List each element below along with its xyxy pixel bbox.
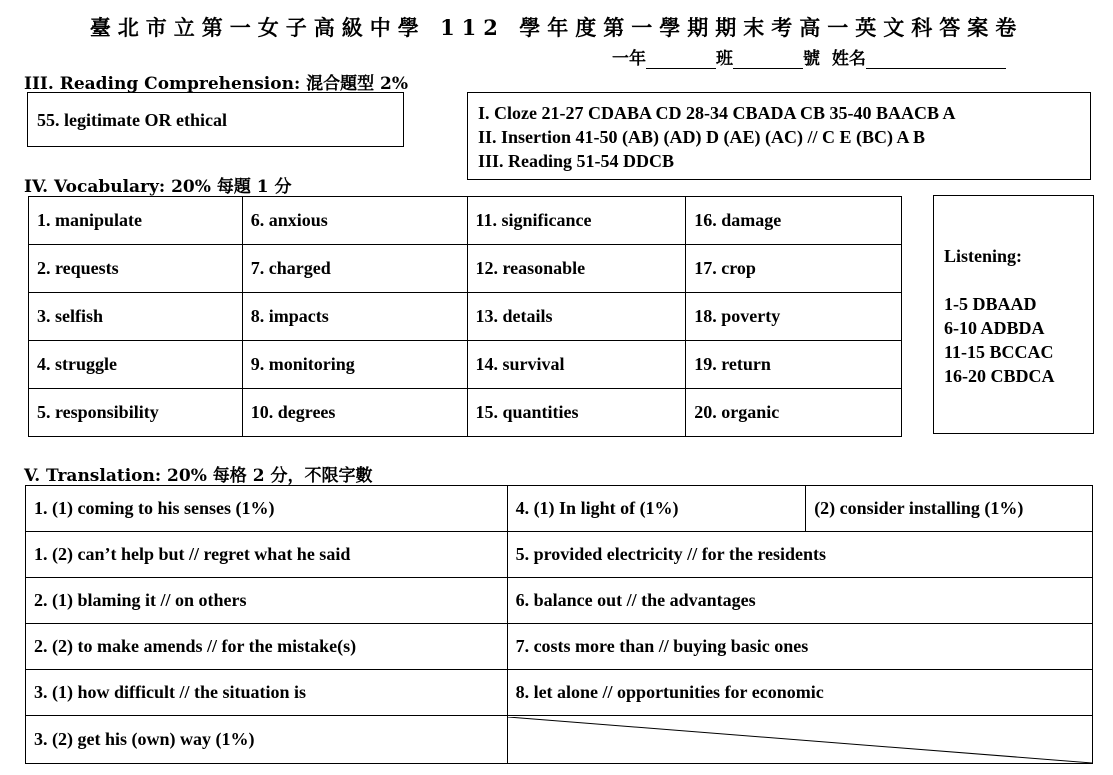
translation-row: [26, 486, 1093, 532]
listening-title: Listening:: [944, 246, 1023, 266]
translation-cell: 8. let alone // opportunities for economic: [507, 670, 1092, 716]
vocab-heading-text: IV. Vocabulary: 20%: [24, 177, 211, 197]
class-label: 班: [716, 49, 733, 69]
translation-heading-text: V. Translation: 20%: [24, 466, 207, 486]
vocab-heading-note: 每題 1 分: [216, 177, 292, 197]
vocabulary-cell: 10. degrees: [242, 389, 467, 437]
vocabulary-cell: 1. manipulate: [29, 197, 243, 245]
vocabulary-section-heading: [24, 172, 292, 197]
vocabulary-row: [29, 341, 902, 389]
name-blank: [866, 52, 1006, 69]
translation-cell: 2. (2) to make amends // for the mistake(s): [26, 624, 508, 670]
answer-key-box: [467, 92, 1091, 180]
translation-cell: 4. (1) In light of (1%): [507, 486, 806, 532]
listening-box: [933, 195, 1094, 434]
vocabulary-row: [29, 245, 902, 293]
vocabulary-cell: 15. quantities: [467, 389, 686, 437]
vocabulary-cell: 8. impacts: [242, 293, 467, 341]
vocabulary-row: [29, 293, 902, 341]
listening-line-3: 11-15 BCCAC: [944, 342, 1054, 362]
vocabulary-cell: 18. poverty: [686, 293, 902, 341]
class-blank: [646, 52, 716, 69]
translation-cell: 1. (1) coming to his senses (1%): [26, 486, 508, 532]
translation-row: [26, 578, 1093, 624]
translation-row: [26, 532, 1093, 578]
vocabulary-cell: 6. anxious: [242, 197, 467, 245]
vocabulary-cell: 3. selfish: [29, 293, 243, 341]
translation-cell: 2. (1) blaming it // on others: [26, 578, 508, 624]
vocabulary-cell: 9. monitoring: [242, 341, 467, 389]
vocabulary-row: [29, 389, 902, 437]
translation-row: [26, 624, 1093, 670]
reading-heading-text: III. Reading Comprehension:: [24, 74, 301, 94]
vocabulary-table: [28, 196, 902, 437]
student-info-line: [612, 44, 1006, 69]
answer-55: 55. legitimate OR ethical: [37, 110, 227, 130]
reading-answer-box: [27, 92, 404, 147]
vocabulary-row: [29, 197, 902, 245]
vocabulary-cell: 7. charged: [242, 245, 467, 293]
vocabulary-cell: 2. requests: [29, 245, 243, 293]
translation-row: [26, 716, 1093, 764]
grade-label: 一年: [612, 49, 646, 69]
insertion-key: II. Insertion 41-50 (AB) (AD) D (AE) (AC) // C E (BC) A B: [478, 127, 925, 147]
translation-cell: 3. (2) get his (own) way (1%): [26, 716, 508, 764]
cloze-key: I. Cloze 21-27 CDABA CD 28-34 CBADA CB 35-40 BAACB A: [478, 103, 956, 123]
vocabulary-cell: 14. survival: [467, 341, 686, 389]
translation-cell: 6. balance out // the advantages: [507, 578, 1092, 624]
vocabulary-cell: 13. details: [467, 293, 686, 341]
translation-cell: 1. (2) can’t help but // regret what he said: [26, 532, 508, 578]
number-blank: [733, 52, 803, 69]
vocabulary-cell: 16. damage: [686, 197, 902, 245]
translation-cell: (2) consider installing (1%): [806, 486, 1093, 532]
translation-cell: 7. costs more than // buying basic ones: [507, 624, 1092, 670]
number-label: 號: [803, 49, 820, 69]
vocabulary-cell: 12. reasonable: [467, 245, 686, 293]
translation-row: [26, 670, 1093, 716]
diagonal-strike: [508, 717, 1092, 763]
translation-cell: 3. (1) how difficult // the situation is: [26, 670, 508, 716]
crossed-out-cell: [507, 716, 1092, 764]
listening-line-4: 16-20 CBDCA: [944, 366, 1055, 386]
reading-key: III. Reading 51-54 DDCB: [478, 151, 675, 171]
listening-line-1: 1-5 DBAAD: [944, 294, 1037, 314]
name-label: 姓名: [831, 49, 866, 69]
vocabulary-cell: 5. responsibility: [29, 389, 243, 437]
vocabulary-cell: 20. organic: [686, 389, 902, 437]
listening-line-2: 6-10 ADBDA: [944, 318, 1045, 338]
translation-cell: 5. provided electricity // for the residents: [507, 532, 1092, 578]
vocabulary-table-body: [29, 197, 902, 437]
vocabulary-cell: 17. crop: [686, 245, 902, 293]
vocabulary-cell: 11. significance: [467, 197, 686, 245]
page-title: 臺北市立第一女子高級中學 112 學年度第一學期期末考高一英文科答案卷: [89, 15, 1024, 40]
vocabulary-cell: 19. return: [686, 341, 902, 389]
vocabulary-cell: 4. struggle: [29, 341, 243, 389]
translation-heading-note: 每格 2 分，不限字數: [212, 466, 373, 486]
translation-table: [25, 485, 1093, 764]
reading-heading-note: 混合題型 2%: [306, 74, 409, 94]
reading-section-heading: [24, 69, 408, 94]
translation-section-heading: [24, 461, 372, 486]
